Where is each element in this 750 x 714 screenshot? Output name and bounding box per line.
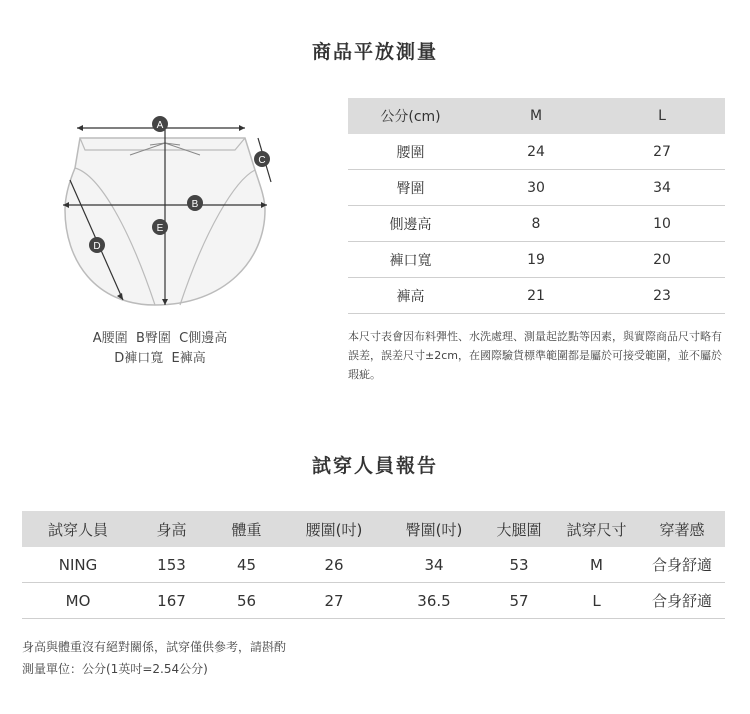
size-row-label: 褲口寬: [348, 242, 473, 278]
diagram-legend: [60, 329, 260, 369]
fit-header-weight: 體重: [209, 511, 284, 547]
size-row-label: 褲高: [348, 278, 473, 314]
fit-header-height: 身高: [134, 511, 209, 547]
marker-a: [152, 116, 168, 132]
fit-cell-feel: 合身舒適: [639, 583, 725, 619]
size-header-unit: 公分(cm): [348, 98, 473, 134]
marker-d-label: D: [93, 241, 101, 252]
try-on-title: 試穿人員報告: [311, 455, 438, 477]
size-cell-m: 19: [473, 242, 599, 278]
fit-header-size: 試穿尺寸: [554, 511, 639, 547]
marker-e-label: E: [156, 223, 164, 234]
marker-d: [89, 237, 105, 253]
marker-a-label: A: [156, 120, 164, 131]
fit-header-waist: 腰圍(吋): [284, 511, 384, 547]
size-cell-l: 27: [599, 134, 725, 170]
fit-header-model: 試穿人員: [22, 511, 134, 547]
size-cell-l: 23: [599, 278, 725, 314]
footer-line-2: 測量單位：公分(1英吋=2.54公分): [22, 662, 208, 676]
size-row: [348, 278, 725, 314]
size-row: [348, 242, 725, 278]
fit-cell-hip: 34: [384, 547, 484, 583]
footer-line-1: 身高與體重沒有絕對關係，試穿僅供參考，請斟酌: [22, 640, 287, 654]
size-disclaimer: 本尺寸表會因布料彈性、水洗處理、測量起訖點等因素，與實際商品尺寸略有誤差，誤差尺寸±2cm，在國際驗貨標準範圍都是屬於可接受範圍，並不屬於瑕疵。: [348, 330, 722, 381]
garment-diagram: [55, 110, 285, 315]
fit-cell-thigh: 57: [484, 583, 554, 619]
size-cell-m: 21: [473, 278, 599, 314]
marker-c-label: C: [258, 155, 266, 166]
size-row: [348, 134, 725, 170]
fit-cell-model: MO: [22, 583, 134, 619]
size-row-label: 臀圍: [348, 170, 473, 206]
fit-header-thigh: 大腿圍: [484, 511, 554, 547]
size-table: [348, 98, 725, 314]
fit-header-feel: 穿著感: [639, 511, 725, 547]
size-header-l: L: [599, 98, 725, 134]
fit-cell-hip: 36.5: [384, 583, 484, 619]
marker-b-label: B: [191, 199, 199, 210]
size-row-label: 腰圍: [348, 134, 473, 170]
fit-cell-thigh: 53: [484, 547, 554, 583]
fit-cell-height: 153: [134, 547, 209, 583]
fit-report-table: [22, 511, 725, 619]
size-cell-m: 8: [473, 206, 599, 242]
size-row: [348, 206, 725, 242]
fit-table-header: [22, 511, 725, 547]
fit-cell-weight: 45: [209, 547, 284, 583]
fit-row: [22, 583, 725, 619]
fit-cell-size: M: [554, 547, 639, 583]
size-cell-l: 20: [599, 242, 725, 278]
footer-notes: [22, 636, 286, 680]
size-cell-m: 30: [473, 170, 599, 206]
size-row: [348, 170, 725, 206]
size-header-m: M: [473, 98, 599, 134]
legend-line-1: A腰圍 B臀圍 C側邊高: [92, 331, 228, 346]
fit-cell-size: L: [554, 583, 639, 619]
marker-e: [152, 219, 168, 235]
size-cell-m: 24: [473, 134, 599, 170]
size-cell-l: 34: [599, 170, 725, 206]
size-cell-l: 10: [599, 206, 725, 242]
marker-c: [254, 151, 270, 167]
fit-cell-waist: 27: [284, 583, 384, 619]
measurement-title: 商品平放測量: [311, 41, 438, 63]
fit-cell-feel: 合身舒適: [639, 547, 725, 583]
size-row-label: 側邊高: [348, 206, 473, 242]
size-table-header: [348, 98, 725, 134]
fit-header-hip: 臀圍(吋): [384, 511, 484, 547]
legend-line-2: D褲口寬 E褲高: [114, 351, 206, 366]
fit-row: [22, 547, 725, 583]
fit-cell-height: 167: [134, 583, 209, 619]
fit-cell-model: NING: [22, 547, 134, 583]
fit-cell-waist: 26: [284, 547, 384, 583]
marker-b: [187, 195, 203, 211]
fit-cell-weight: 56: [209, 583, 284, 619]
